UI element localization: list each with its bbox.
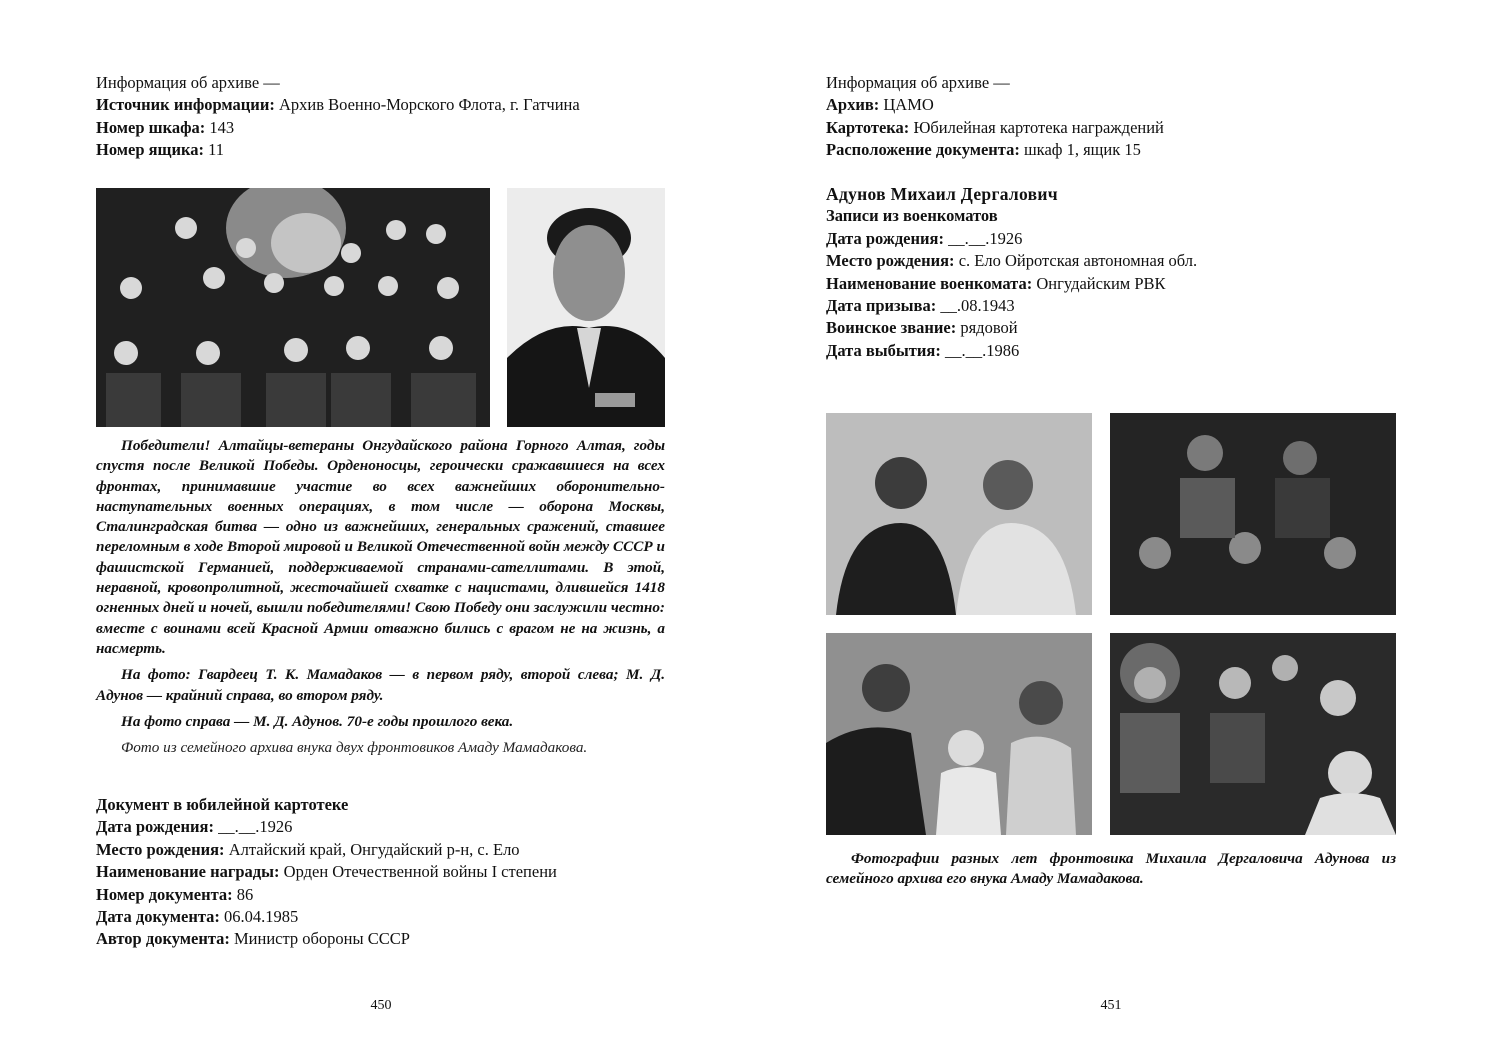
award-name-row: Наименование награды: Орден Отечественной войны I степени: [96, 862, 557, 882]
archive-location-row: Расположение документа: шкаф 1, ящик 15: [826, 140, 1141, 160]
archive-box-row: Номер ящика: 11: [96, 140, 225, 160]
photo-family-with-child: [826, 633, 1092, 835]
archive-source-row: Источник информации: Архив Военно-Морского Флота, г. Гатчина: [96, 95, 580, 115]
archive-info-block: [96, 72, 580, 162]
archive-info-title: Информация об архиве —: [96, 73, 280, 92]
group-photo-veterans: [96, 188, 490, 427]
photo-soldiers-family: [1110, 413, 1396, 615]
portrait-photo-adunov: [507, 188, 665, 427]
award-birthplace-row: Место рождения: Алтайский край, Онгудайский р-н, с. Ело: [96, 839, 520, 859]
archive-info-title-right: Информация об архиве —: [826, 73, 1010, 92]
photo-large-family: [1110, 633, 1396, 835]
archive-cardfile-row: Картотека: Юбилейная картотека награждений: [826, 117, 1164, 137]
caption-paragraph-family: Фотографии разных лет фронтовика Михаила Дергаловича Адунова из семейного архива его внука Амаду Мамадакова.: [826, 850, 1396, 888]
archive-name-row: Архив: ЦАМО: [826, 95, 934, 115]
person-departure-row: Дата выбытия: __.__.1986: [826, 340, 1020, 360]
person-rank-row: Воинское звание: рядовой: [826, 318, 1018, 338]
caption-paragraph-photo-right: На фото справа — М. Д. Адунов. 70-е годы прошлого века.: [121, 712, 514, 730]
archive-cabinet-row: Номер шкафа: 143: [96, 117, 235, 137]
page-number-left: 450: [370, 998, 392, 1013]
person-birthdate-row: Дата рождения: __.__.1926: [826, 228, 1023, 248]
photo-caption-veterans: [96, 436, 665, 758]
award-author-row: Автор документа: Министр обороны СССР: [96, 929, 410, 949]
person-conscription-row: Дата призыва: __.08.1943: [826, 296, 1015, 316]
photo-two-sailors: [826, 413, 1092, 615]
caption-paragraph-main: Победители! Алтайцы-ветераны Онгудайского района Горного Алтая, годы спустя после Великой Победы. Орденоносцы, героически сражавшиеся на всех фронтах, принимавшие участие во всех важнейших оборонительно-наступательных военных операциях, в том числе — оборона Москвы, Сталинградская битва — одно из важнейших, генеральных сражений, ставшее переломным в ходе Второй мировой и Великой Отечественной войн между СССР и фашистской Германией, поддерживаемой странами-сателлитами. В этой, неравной, кровопролитной, жесточайшей схватке с нацистами, длившейся 1418 огненных дней и ночей, вышли победителями! Свою Победу они заслужили честно: вместе с воинами всей Красной Армии отважно бились с врагом не на жизнь, а насмерть.: [96, 437, 665, 657]
award-document-block: [96, 794, 557, 951]
caption-paragraph-credit: Фото из семейного архива внука двух фронтовиков Амаду Мамадакова.: [121, 739, 588, 757]
person-name: Адунов Михаил Дергалович: [826, 184, 1058, 204]
right-page: [746, 0, 1492, 1058]
person-record-subtitle: Записи из военкоматов: [826, 206, 998, 226]
award-birthdate-row: Дата рождения: __.__.1926: [96, 817, 293, 837]
caption-paragraph-photo-left: На фото: Гвардеец Т. К. Мамадаков — в первом ряду, второй слева; М. Д. Адунов — крайний справа, во втором ряду.: [96, 666, 665, 704]
award-number-row: Номер документа: 86: [96, 884, 254, 904]
page-number-right: 451: [1100, 998, 1122, 1013]
archive-info-block-right: [826, 72, 1164, 162]
person-birthplace-row: Место рождения: с. Ело Ойротская автономная обл.: [826, 251, 1198, 271]
award-date-row: Дата документа: 06.04.1985: [96, 907, 299, 927]
person-record-block: [826, 183, 1197, 362]
award-document-title: Документ в юбилейной картотеке: [96, 795, 349, 814]
photo-caption-family: [826, 849, 1396, 890]
person-commissariat-row: Наименование военкомата: Онгудайским РВК: [826, 273, 1166, 293]
